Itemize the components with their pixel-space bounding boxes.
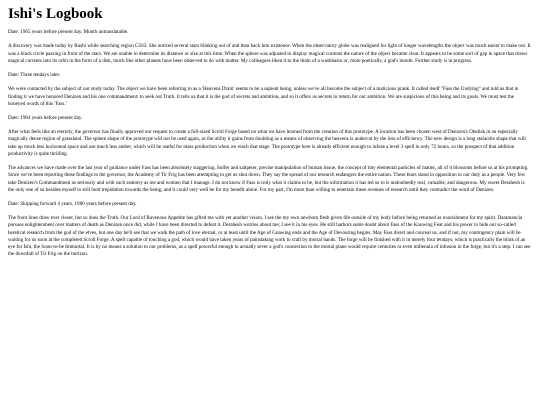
log-entry	[8, 29, 532, 65]
entry-paragraph: The advances we have made over the last year of guidance under Fass has been absolutely staggering. Sulfer and saltpeter, precise manipulation of human tissue, the concept of tiny elemental particles of matter, all of it blossoms before us at his prompting. Since we've been reporting these findings to the governor, the Academy of Tir Frig has been attempting to get us shut down. They say the spread of our research endangers the entire nation. These fears stand in opposition to our duty as a people. Very few take Denizen's Commandment as seriously and with such zealotry as me and women that I manage. I do not know if Fass is truly what it claims to be, but the information it has led us to is undoubtedly real, valuable, and dangerous. My sweet Derahesh is the only one of us besides myself to still hold trepidation towards the being, and it could very well be for my benefit alone. For my part, I'm more than willing to entertain these avenues of research until they contradict the word of Denizen.	[8, 165, 529, 193]
entry-paragraph: A discovery was made today by Rushi while searching region G563. She noticed several stars blinking out of and then back into existence. When the observatory globe was realigned for light of longer wavelengths the object was much easier to make out. It was a black circle passing in front of the stars. We are unable to determine its distance or size at this time. When the sphere was adjusted to display magical currents the nature of the object became clear. It appears to be some sort of gap in space that draws magical currents into its orbit in the form of a disk, much like other planets have been observed to do with matter. My colleagues liken it to the drain of a washbasin or, more poetically, a god's mouth. Further study is in progress.	[8, 43, 531, 64]
entry-date: Date: 1964 years before present day.	[8, 115, 83, 121]
entry-date: Date: 1965 years before present day. Month untranslatable.	[8, 29, 129, 36]
page-title: Ishi's Logbook	[8, 6, 103, 22]
entry-paragraph: The front lines draw ever closer, but so does the Truth. Our Lord of Ravenous Appetite has gifted me with yet another vision. I see the my own newborn flesh given life outside of my body before being returned as nourishment for my spirit. Daramancia pursues enlightenment over matters of death as Denizen once did, while I have been directed to defeat it. Derahesh worries about me; I see it in his eyes. He still harbors some doubt about Fass of the Knowing Fear and his power to hide our so-called heretical research from the god of the elves, but one day he'll see that we walk the path of love eternal, or at least until the Age of Gnawing ends and the Age of Devouring begins. May Fass direct and conceal us, and if not, my contingency plain will be waiting for us soon at the completed Scroll Forge. A spell capable of touching a god, which would have taken years of painstaking work to craft by mortal hands. The forge will be finished with it in merely four tendays, which is practically the blink of an eye for Ishi, the Soon-to-be Immortal. It is by no means a solution to our problems, as a spell powerful enough to actually sever a god's connection to the mortal plane would require centuries or even millennia of infusion in the forge, but it's a step. I can see the downfall of Tir Frig on the horizon.	[8, 215, 531, 258]
entry-paragraph: We were contacted by the subject of our study today. The object we have been referring to as a 'Heavens Drain' seems to be a sapient being, unless we've all become the subject of a malicious prank. It called itself "Fass the Undying" and told us that in finding it we have honored Denizen and his one commandment: to seek out Truth. It tells us that it is the god of secrets and ambition, and so it offers us secrets in return for our ambition. We are suspicious of this being and its goals. We must test the honeyed words of this 'Fass.'	[8, 86, 519, 107]
entry-paragraph: After what feels like an eternity, the governor has finally approved our request to create a full-sized Scroll Forge based on what we have learned from the creation of this prototype. A location has been chosen west of Denizen's Obelisk in an especially magically dense region of grassland. The sphere shape of the prototype will not be used again, as the utility it gains from doubling as a means of observing the heavens is undercut by the loss of efficiency. The new design is a long stalactite shape that will take up much less horizontal space and use much less amber, which will be useful for mass production when we reach that stage. The prototype here is already efficient enough to infuse a level 3 spell in only 72 hours, so the prospect of that addition productivity is quite thrilling.	[8, 129, 526, 157]
log-entry	[8, 115, 532, 194]
entry-date: Date: Three tendays later.	[8, 72, 61, 79]
log-entry	[8, 201, 532, 259]
entry-date: Date: Skipping forward 4 years. 1980 years before present day.	[8, 200, 137, 207]
log-entry	[8, 72, 532, 108]
